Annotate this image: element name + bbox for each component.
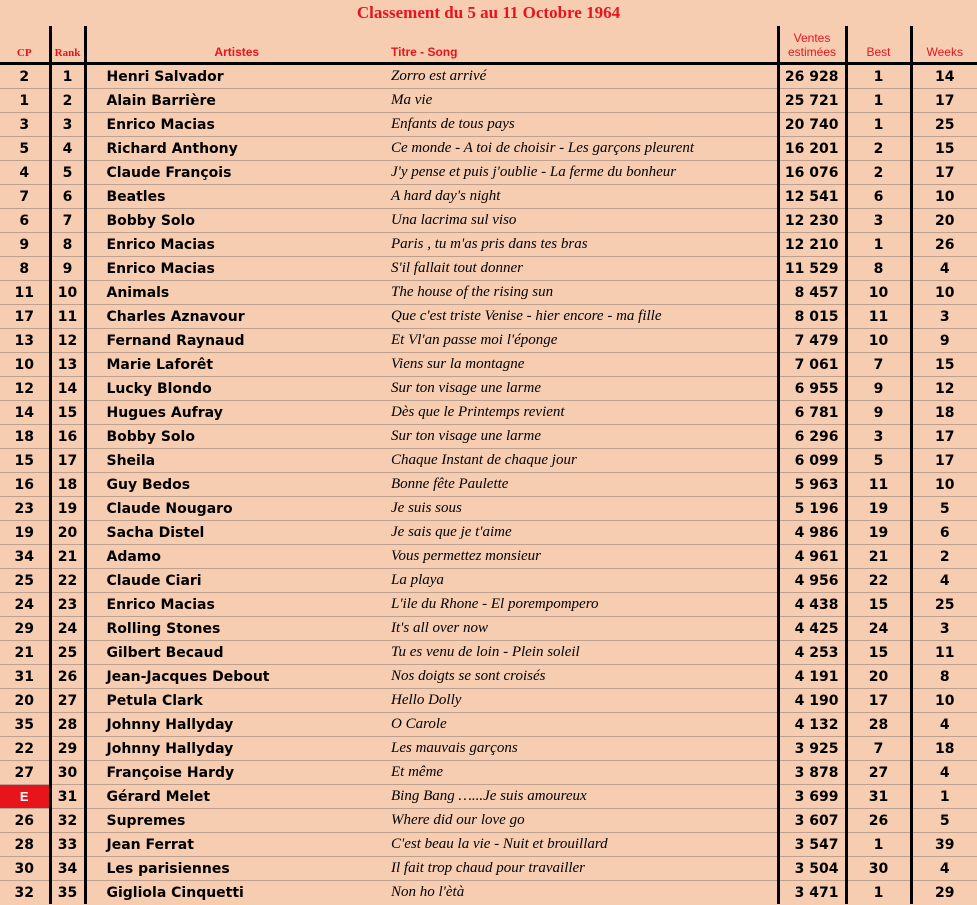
sales-cell: 4 190	[778, 689, 846, 713]
rank-cell: 21	[50, 545, 85, 569]
song-cell: Una lacrima sul viso	[387, 209, 778, 233]
sales-cell: 7 479	[778, 329, 846, 353]
rank-cell: 12	[50, 329, 85, 353]
best-cell: 2	[846, 161, 911, 185]
song-cell: Bing Bang …...Je suis amoureux	[387, 785, 778, 809]
song-cell: S'il fallait tout donner	[387, 257, 778, 281]
artist-cell: Richard Anthony	[85, 137, 387, 161]
song-cell: Tu es venu de loin - Plein soleil	[387, 641, 778, 665]
sales-cell: 12 230	[778, 209, 846, 233]
song-cell: Les mauvais garçons	[387, 737, 778, 761]
weeks-cell: 14	[911, 64, 977, 89]
table-row	[0, 809, 977, 833]
weeks-cell: 15	[911, 137, 977, 161]
sales-cell: 6 955	[778, 377, 846, 401]
table-row	[0, 665, 977, 689]
table-row	[0, 545, 977, 569]
best-cell: 28	[846, 713, 911, 737]
rank-cell: 15	[50, 401, 85, 425]
song-cell: Et Vl'an passe moi l'éponge	[387, 329, 778, 353]
artist-cell: Rolling Stones	[85, 617, 387, 641]
sales-cell: 16 076	[778, 161, 846, 185]
cp-cell: 10	[0, 353, 50, 377]
table-row	[0, 449, 977, 473]
cp-cell: 17	[0, 305, 50, 329]
best-cell: 15	[846, 641, 911, 665]
song-cell: O Carole	[387, 713, 778, 737]
artist-cell: Henri Salvador	[85, 64, 387, 89]
rank-cell: 5	[50, 161, 85, 185]
artist-cell: Enrico Macias	[85, 593, 387, 617]
song-cell: It's all over now	[387, 617, 778, 641]
cp-cell: E	[0, 785, 50, 809]
artist-cell: Claude François	[85, 161, 387, 185]
rank-cell: 14	[50, 377, 85, 401]
table-row	[0, 185, 977, 209]
weeks-cell: 20	[911, 209, 977, 233]
cp-cell: 25	[0, 569, 50, 593]
song-cell: Sur ton visage une larme	[387, 425, 778, 449]
song-cell: Sur ton visage une larme	[387, 377, 778, 401]
song-cell: Je suis sous	[387, 497, 778, 521]
rank-cell: 34	[50, 857, 85, 881]
best-cell: 19	[846, 497, 911, 521]
weeks-cell: 18	[911, 401, 977, 425]
artist-cell: Bobby Solo	[85, 209, 387, 233]
best-cell: 9	[846, 377, 911, 401]
song-cell: Viens sur la montagne	[387, 353, 778, 377]
sales-cell: 12 541	[778, 185, 846, 209]
best-cell: 21	[846, 545, 911, 569]
artist-cell: Enrico Macias	[85, 257, 387, 281]
best-cell: 20	[846, 665, 911, 689]
weeks-cell: 17	[911, 449, 977, 473]
artist-cell: Johnny Hallyday	[85, 737, 387, 761]
table-row	[0, 377, 977, 401]
song-cell: La playa	[387, 569, 778, 593]
table-row	[0, 761, 977, 785]
cp-cell: 28	[0, 833, 50, 857]
weeks-cell: 3	[911, 305, 977, 329]
weeks-cell: 10	[911, 473, 977, 497]
sales-cell: 3 925	[778, 737, 846, 761]
table-row	[0, 281, 977, 305]
weeks-cell: 3	[911, 617, 977, 641]
cp-cell: 29	[0, 617, 50, 641]
rank-cell: 28	[50, 713, 85, 737]
rank-cell: 30	[50, 761, 85, 785]
rank-cell: 10	[50, 281, 85, 305]
sales-cell: 20 740	[778, 113, 846, 137]
sales-cell: 3 699	[778, 785, 846, 809]
artist-cell: Gérard Melet	[85, 785, 387, 809]
table-row	[0, 713, 977, 737]
cp-cell: 11	[0, 281, 50, 305]
cp-cell: 21	[0, 641, 50, 665]
best-cell: 1	[846, 881, 911, 905]
best-cell: 3	[846, 209, 911, 233]
artist-cell: Jean Ferrat	[85, 833, 387, 857]
song-cell: Il fait trop chaud pour travailler	[387, 857, 778, 881]
best-cell: 7	[846, 353, 911, 377]
weeks-cell: 25	[911, 593, 977, 617]
table-row	[0, 137, 977, 161]
rank-cell: 4	[50, 137, 85, 161]
best-cell: 1	[846, 64, 911, 89]
rank-cell: 25	[50, 641, 85, 665]
rank-cell: 27	[50, 689, 85, 713]
sales-cell: 8 457	[778, 281, 846, 305]
artist-cell: Hugues Aufray	[85, 401, 387, 425]
best-cell: 17	[846, 689, 911, 713]
chart-table	[0, 26, 977, 904]
cp-cell: 18	[0, 425, 50, 449]
artist-cell: Johnny Hallyday	[85, 713, 387, 737]
artist-cell: Lucky Blondo	[85, 377, 387, 401]
weeks-cell: 25	[911, 113, 977, 137]
table-row	[0, 401, 977, 425]
table-row	[0, 161, 977, 185]
table-row	[0, 785, 977, 809]
rank-cell: 1	[50, 64, 85, 89]
sales-cell: 6 781	[778, 401, 846, 425]
sales-cell: 5 963	[778, 473, 846, 497]
best-cell: 8	[846, 257, 911, 281]
weeks-cell: 4	[911, 569, 977, 593]
weeks-cell: 10	[911, 185, 977, 209]
artist-cell: Sheila	[85, 449, 387, 473]
table-row	[0, 569, 977, 593]
sales-cell: 4 191	[778, 665, 846, 689]
artist-cell: Alain Barrière	[85, 89, 387, 113]
best-cell: 30	[846, 857, 911, 881]
song-cell: Je sais que je t'aime	[387, 521, 778, 545]
table-row	[0, 689, 977, 713]
cp-cell: 34	[0, 545, 50, 569]
sales-cell: 6 099	[778, 449, 846, 473]
best-cell: 24	[846, 617, 911, 641]
rank-cell: 7	[50, 209, 85, 233]
header-best: Best	[846, 26, 911, 64]
header-sales-line1: Ventes	[793, 31, 831, 45]
weeks-cell: 6	[911, 521, 977, 545]
table-row	[0, 521, 977, 545]
sales-cell: 3 471	[778, 881, 846, 905]
best-cell: 1	[846, 833, 911, 857]
header-sales	[778, 26, 846, 64]
cp-cell: 23	[0, 497, 50, 521]
song-cell: Chaque Instant de chaque jour	[387, 449, 778, 473]
cp-cell: 24	[0, 593, 50, 617]
rank-cell: 16	[50, 425, 85, 449]
song-cell: Hello Dolly	[387, 689, 778, 713]
cp-cell: 7	[0, 185, 50, 209]
artist-cell: Guy Bedos	[85, 473, 387, 497]
sales-cell: 4 438	[778, 593, 846, 617]
artist-cell: Françoise Hardy	[85, 761, 387, 785]
rank-cell: 32	[50, 809, 85, 833]
table-row	[0, 617, 977, 641]
best-cell: 7	[846, 737, 911, 761]
cp-cell: 16	[0, 473, 50, 497]
sales-cell: 16 201	[778, 137, 846, 161]
best-cell: 26	[846, 809, 911, 833]
sales-cell: 3 878	[778, 761, 846, 785]
song-cell: Bonne fête Paulette	[387, 473, 778, 497]
best-cell: 15	[846, 593, 911, 617]
table-row	[0, 833, 977, 857]
best-cell: 11	[846, 305, 911, 329]
best-cell: 6	[846, 185, 911, 209]
table-row	[0, 353, 977, 377]
song-cell: Where did our love go	[387, 809, 778, 833]
rank-cell: 29	[50, 737, 85, 761]
cp-cell: 14	[0, 401, 50, 425]
cp-cell: 3	[0, 113, 50, 137]
sales-cell: 3 547	[778, 833, 846, 857]
sales-cell: 4 956	[778, 569, 846, 593]
weeks-cell: 8	[911, 665, 977, 689]
best-cell: 1	[846, 233, 911, 257]
cp-cell: 13	[0, 329, 50, 353]
best-cell: 11	[846, 473, 911, 497]
sales-cell: 7 061	[778, 353, 846, 377]
sales-cell: 4 253	[778, 641, 846, 665]
artist-cell: Gilbert Becaud	[85, 641, 387, 665]
weeks-cell: 4	[911, 257, 977, 281]
sales-cell: 3 504	[778, 857, 846, 881]
best-cell: 31	[846, 785, 911, 809]
table-row	[0, 425, 977, 449]
artist-cell: Marie Laforêt	[85, 353, 387, 377]
sales-cell: 4 961	[778, 545, 846, 569]
rank-cell: 2	[50, 89, 85, 113]
table-row	[0, 329, 977, 353]
sales-cell: 26 928	[778, 64, 846, 89]
table-row	[0, 233, 977, 257]
best-cell: 10	[846, 281, 911, 305]
cp-cell: 19	[0, 521, 50, 545]
song-cell: Vous permettez monsieur	[387, 545, 778, 569]
header-cp: CP	[0, 26, 50, 64]
cp-cell: 6	[0, 209, 50, 233]
artist-cell: Adamo	[85, 545, 387, 569]
best-cell: 22	[846, 569, 911, 593]
weeks-cell: 10	[911, 689, 977, 713]
best-cell: 3	[846, 425, 911, 449]
artist-cell: Petula Clark	[85, 689, 387, 713]
song-cell: Enfants de tous pays	[387, 113, 778, 137]
weeks-cell: 2	[911, 545, 977, 569]
cp-cell: 1	[0, 89, 50, 113]
best-cell: 19	[846, 521, 911, 545]
artist-cell: Bobby Solo	[85, 425, 387, 449]
best-cell: 5	[846, 449, 911, 473]
weeks-cell: 9	[911, 329, 977, 353]
cp-cell: 4	[0, 161, 50, 185]
header-song: Titre - Song	[387, 26, 778, 64]
header-rank: Rank	[50, 26, 85, 64]
table-row	[0, 209, 977, 233]
table-row	[0, 257, 977, 281]
artist-cell: Enrico Macias	[85, 113, 387, 137]
weeks-cell: 15	[911, 353, 977, 377]
weeks-cell: 4	[911, 761, 977, 785]
header-weeks: Weeks	[911, 26, 977, 64]
best-cell: 2	[846, 137, 911, 161]
best-cell: 1	[846, 113, 911, 137]
song-cell: Ma vie	[387, 89, 778, 113]
cp-cell: 2	[0, 64, 50, 89]
best-cell: 10	[846, 329, 911, 353]
weeks-cell: 39	[911, 833, 977, 857]
rank-cell: 24	[50, 617, 85, 641]
weeks-cell: 5	[911, 497, 977, 521]
cp-cell: 9	[0, 233, 50, 257]
cp-cell: 30	[0, 857, 50, 881]
weeks-cell: 5	[911, 809, 977, 833]
sales-cell: 4 425	[778, 617, 846, 641]
artist-cell: Beatles	[85, 185, 387, 209]
rank-cell: 35	[50, 881, 85, 905]
table-row	[0, 89, 977, 113]
weeks-cell: 1	[911, 785, 977, 809]
rank-cell: 20	[50, 521, 85, 545]
artist-cell: Jean-Jacques Debout	[85, 665, 387, 689]
cp-cell: 12	[0, 377, 50, 401]
table-row	[0, 857, 977, 881]
weeks-cell: 17	[911, 425, 977, 449]
weeks-cell: 12	[911, 377, 977, 401]
weeks-cell: 10	[911, 281, 977, 305]
header-row	[0, 26, 977, 64]
cp-cell: 27	[0, 761, 50, 785]
weeks-cell: 29	[935, 884, 955, 901]
best-cell: 27	[846, 761, 911, 785]
sales-cell: 4 986	[778, 521, 846, 545]
header-artist: Artistes	[85, 26, 387, 64]
song-cell: Zorro est arrivé	[387, 64, 778, 89]
rank-cell: 8	[50, 233, 85, 257]
artist-cell: Sacha Distel	[85, 521, 387, 545]
table-row	[0, 497, 977, 521]
rank-cell: 6	[50, 185, 85, 209]
song-cell: Dès que le Printemps revient	[387, 401, 778, 425]
table-row	[0, 881, 977, 905]
rank-cell: 17	[50, 449, 85, 473]
artist-cell: Charles Aznavour	[85, 305, 387, 329]
song-cell: A hard day's night	[387, 185, 778, 209]
sales-cell: 4 132	[778, 713, 846, 737]
artist-cell: Fernand Raynaud	[85, 329, 387, 353]
cp-cell: 26	[0, 809, 50, 833]
artist-cell: Les parisiennes	[85, 857, 387, 881]
cp-cell: 15	[0, 449, 50, 473]
best-cell: 1	[846, 89, 911, 113]
cp-cell: 32	[0, 881, 50, 905]
table-row	[0, 737, 977, 761]
cp-cell: 22	[0, 737, 50, 761]
song-cell: J'y pense et puis j'oublie - La ferme du bonheur	[387, 161, 778, 185]
sales-cell: 5 196	[778, 497, 846, 521]
rank-cell: 18	[50, 473, 85, 497]
sales-cell: 11 529	[778, 257, 846, 281]
table-row	[0, 113, 977, 137]
weeks-cell: 18	[911, 737, 977, 761]
rank-cell: 19	[50, 497, 85, 521]
song-cell: Et même	[387, 761, 778, 785]
table-row	[0, 64, 977, 89]
table-row	[0, 641, 977, 665]
sales-cell: 12 210	[778, 233, 846, 257]
song-cell: Non ho l'ètà	[391, 884, 465, 900]
song-cell: Que c'est triste Venise - hier encore - ma fille	[387, 305, 778, 329]
artist-cell: Claude Ciari	[85, 569, 387, 593]
sales-cell: 6 296	[778, 425, 846, 449]
rank-cell: 22	[50, 569, 85, 593]
rank-cell: 23	[50, 593, 85, 617]
cp-cell: 5	[0, 137, 50, 161]
best-cell: 9	[846, 401, 911, 425]
artist-cell: Enrico Macias	[85, 233, 387, 257]
artist-cell: Supremes	[85, 809, 387, 833]
sales-cell: 25 721	[778, 89, 846, 113]
table-row	[0, 593, 977, 617]
artist-cell: Claude Nougaro	[85, 497, 387, 521]
cp-cell: 20	[0, 689, 50, 713]
sales-cell: 8 015	[778, 305, 846, 329]
song-cell: Ce monde - A toi de choisir - Les garçons pleurent	[387, 137, 778, 161]
rank-cell: 26	[50, 665, 85, 689]
cp-cell: 8	[0, 257, 50, 281]
page-title: Classement du 5 au 11 Octobre 1964	[356, 3, 621, 22]
song-cell: Paris , tu m'as pris dans tes bras	[387, 233, 778, 257]
rank-cell: 13	[50, 353, 85, 377]
table-row	[0, 305, 977, 329]
header-sales-line2: estimées	[787, 45, 837, 59]
song-cell: Nos doigts se sont croisés	[387, 665, 778, 689]
rank-cell: 33	[50, 833, 85, 857]
weeks-cell: 4	[911, 857, 977, 881]
song-cell: L'ile du Rhone - El porempompero	[387, 593, 778, 617]
song-cell: C'est beau la vie - Nuit et brouillard	[387, 833, 778, 857]
weeks-cell: 26	[911, 233, 977, 257]
table-row	[0, 473, 977, 497]
weeks-cell: 11	[911, 641, 977, 665]
artist-cell: Animals	[85, 281, 387, 305]
song-cell: The house of the rising sun	[387, 281, 778, 305]
artist-cell: Gigliola Cinquetti	[106, 884, 244, 901]
rank-cell: 31	[50, 785, 85, 809]
weeks-cell: 17	[911, 161, 977, 185]
sales-cell: 3 607	[778, 809, 846, 833]
cp-cell: 31	[0, 665, 50, 689]
rank-cell: 3	[50, 113, 85, 137]
rank-cell: 11	[50, 305, 85, 329]
cp-cell: 35	[0, 713, 50, 737]
rank-cell: 9	[50, 257, 85, 281]
weeks-cell: 17	[911, 89, 977, 113]
weeks-cell: 4	[911, 713, 977, 737]
